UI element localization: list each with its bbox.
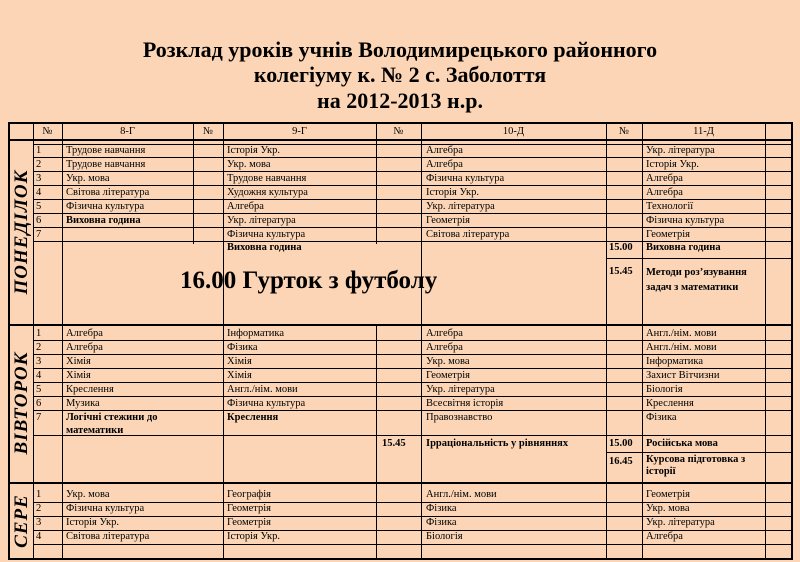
mon-nums-row3: 3 xyxy=(36,173,42,184)
tue-c4-row2: Англ./нім. мови xyxy=(646,342,717,353)
header-class-8g: 8-Г xyxy=(120,126,135,137)
schedule-table xyxy=(8,122,793,560)
wed-c3-row4: Біологія xyxy=(426,531,463,542)
tue-time-1500: 15.00 xyxy=(609,438,633,449)
mon-c2-row4: Художня культура xyxy=(227,187,308,198)
mon-c1-row3: Укр. мова xyxy=(66,173,110,184)
title-line-2: колегіуму к. № 2 с. Заболоття xyxy=(253,62,547,87)
mon-c2-row6: Укр. література xyxy=(227,215,296,226)
header-class-10d: 10-Д xyxy=(502,126,525,137)
mon-c4-row2: Історія Укр. xyxy=(646,159,699,170)
mon-c2-row1: Історія Укр. xyxy=(227,145,280,156)
tue-c4-row5: Біологія xyxy=(646,384,683,395)
tue-c2-row6: Фізична культура xyxy=(227,398,306,409)
tue-c4-row7: Фізика xyxy=(646,412,677,423)
wed-c4-row1: Геометрія xyxy=(646,489,690,500)
tue-extra-c3: Ірраціональність у рівняннях xyxy=(426,438,569,449)
mon-c2-row7: Фізична культура xyxy=(227,229,306,240)
mon-c4-row4: Алгебра xyxy=(646,187,683,198)
mon-c4-row6: Фізична культура xyxy=(646,215,725,226)
day-label-tuesday: ВІВТОРОК xyxy=(11,351,32,455)
wed-c1-row4: Світова література xyxy=(66,531,150,542)
title-line-1: Розклад уроків учнів Володимирецького районного xyxy=(142,37,658,62)
mon-c1-row5: Фізична культура xyxy=(66,201,145,212)
wed-nums-row2: 2 xyxy=(36,503,42,514)
wed-c4-row2: Укр. мова xyxy=(646,503,690,514)
tue-c3-row2: Алгебра xyxy=(426,342,463,353)
mon-c4-row8: Виховна година xyxy=(646,242,721,253)
tue-c3-row7: Правознавство xyxy=(426,412,493,423)
wed-nums-row1: 1 xyxy=(36,489,42,500)
tue-nums-row4: 4 xyxy=(36,370,42,381)
mon-c1-row1: Трудове навчання xyxy=(66,145,146,156)
wed-nums-row3: 3 xyxy=(36,517,42,528)
mon-c3-row2: Алгебра xyxy=(426,159,463,170)
mon-extra-c4: Методи роз’язування задач з математики xyxy=(646,267,747,293)
tue-c2-row3: Хімія xyxy=(227,356,252,367)
wed-c2-row2: Геометрія xyxy=(227,503,271,514)
mon-nums-row1: 1 xyxy=(36,145,42,156)
tue-c1-row4: Хімія xyxy=(66,370,91,381)
mon-c4-row7: Геометрія xyxy=(646,229,690,240)
tue-c1-row1: Алгебра xyxy=(66,328,103,339)
tue-c2-row7: Креслення xyxy=(227,412,279,423)
mon-nums-row7: 7 xyxy=(36,229,42,240)
mon-c2-row8: Виховна година xyxy=(227,242,302,253)
wed-c1-row3: Історія Укр. xyxy=(66,517,119,528)
tue-c1-row7: Логічні стежини до математики xyxy=(66,412,158,436)
title-line-3: на 2012-2013 н.р. xyxy=(317,88,483,113)
tue-nums-row1: 1 xyxy=(36,328,42,339)
header-num-2: № xyxy=(202,126,214,137)
tue-nums-row6: 6 xyxy=(36,398,42,409)
wed-c2-row1: Географія xyxy=(227,489,271,500)
wed-c4-row3: Укр. література xyxy=(646,517,715,528)
mon-time-1545: 15.45 xyxy=(609,266,633,277)
wed-c1-row2: Фізична культура xyxy=(66,503,145,514)
mon-nums-row6: 6 xyxy=(36,215,42,226)
tue-time-1545: 15.45 xyxy=(382,438,406,449)
tue-c4-row4: Захист Вітчизни xyxy=(646,370,720,381)
tue-c2-row5: Англ./нім. мови xyxy=(227,384,298,395)
tue-c3-row3: Укр. мова xyxy=(426,356,470,367)
wed-c4-row4: Алгебра xyxy=(646,531,683,542)
tue-c4-row6: Креслення xyxy=(646,398,694,409)
mon-c2-row2: Укр. мова xyxy=(227,159,271,170)
mon-c3-row5: Укр. література xyxy=(426,201,495,212)
tue-c3-row5: Укр. література xyxy=(426,384,495,395)
mon-c4-row5: Технології xyxy=(646,201,694,212)
mon-nums-row5: 5 xyxy=(36,201,42,212)
mon-c1-row6: Виховна година xyxy=(66,215,141,226)
mon-time-1500: 15.00 xyxy=(609,242,633,253)
header-num-3: № xyxy=(393,126,404,137)
mon-c4-row3: Алгебра xyxy=(646,173,683,184)
mon-c3-row6: Геометрія xyxy=(426,215,470,226)
header-num-4: № xyxy=(618,126,630,137)
tue-nums-row2: 2 xyxy=(36,342,42,353)
mon-nums-row4: 4 xyxy=(36,187,42,198)
tue-nums-row5: 5 xyxy=(36,384,42,395)
wed-c3-row3: Фізика xyxy=(426,517,457,528)
tue-c2-row1: Інформатика xyxy=(227,328,285,339)
mon-c1-row4: Світова література xyxy=(66,187,150,198)
tue-c4-row1: Англ./нім. мови xyxy=(646,328,717,339)
tue-extra-c4a: Російська мова xyxy=(646,438,718,449)
mon-c3-row3: Фізична культура xyxy=(426,173,505,184)
mon-c2-row3: Трудове навчання xyxy=(227,173,307,184)
wed-c1-row1: Укр. мова xyxy=(66,489,110,500)
mon-c3-row7: Світова література xyxy=(426,229,510,240)
mon-c3-row1: Алгебра xyxy=(426,145,463,156)
header-class-9g: 9-Г xyxy=(292,126,307,137)
day-label-wednesday: СЕРЕ xyxy=(11,494,32,548)
wed-nums-row4: 4 xyxy=(36,531,42,542)
wed-c2-row4: Історія Укр. xyxy=(227,531,280,542)
tue-c1-row2: Алгебра xyxy=(66,342,103,353)
tue-c3-row6: Всесвітня історія xyxy=(426,398,504,409)
tue-nums-row3: 3 xyxy=(36,356,42,367)
wed-c3-row1: Англ./нім. мови xyxy=(426,489,497,500)
day-label-monday: ПОНЕДІЛОК xyxy=(11,169,32,295)
tue-c2-row2: Фізика xyxy=(227,342,258,353)
tue-c1-row6: Музика xyxy=(66,398,100,409)
tue-c3-row1: Алгебра xyxy=(426,328,463,339)
tue-c3-row4: Геометрія xyxy=(426,370,470,381)
mon-c4-row1: Укр. література xyxy=(646,145,715,156)
tue-extra-c4b: Курсова підготовка з історії xyxy=(646,454,746,477)
mon-c2-row5: Алгебра xyxy=(227,201,264,212)
wed-c3-row2: Фізика xyxy=(426,503,457,514)
header-num-1: № xyxy=(42,126,53,137)
tue-nums-row7: 7 xyxy=(36,412,42,423)
mon-c1-row2: Трудове навчання xyxy=(66,159,146,170)
tue-time-1645: 16.45 xyxy=(609,456,633,467)
mon-nums-row2: 2 xyxy=(36,159,42,170)
tue-c4-row3: Інформатика xyxy=(646,356,704,367)
header-class-11d: 11-Д xyxy=(693,126,714,137)
wed-c2-row3: Геометрія xyxy=(227,517,271,528)
tue-c2-row4: Хімія xyxy=(227,370,252,381)
football-club: 16.00 Гурток з футболу xyxy=(180,267,438,294)
tue-c1-row5: Креслення xyxy=(66,384,114,395)
mon-c3-row4: Історія Укр. xyxy=(426,187,479,198)
tue-c1-row3: Хімія xyxy=(66,356,91,367)
